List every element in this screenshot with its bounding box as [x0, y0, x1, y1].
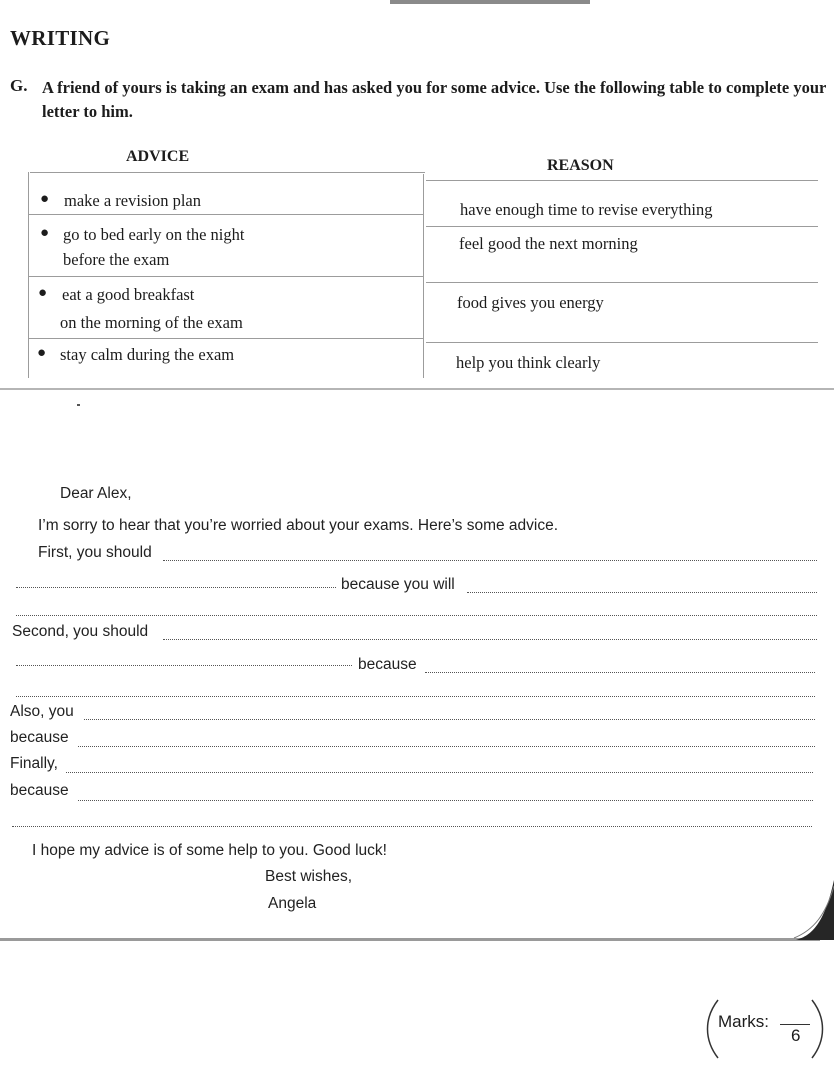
table-line	[28, 214, 424, 215]
fourth-reason-blank[interactable]	[78, 800, 813, 801]
second-because-label: because	[358, 656, 417, 673]
question-letter: G.	[10, 76, 28, 95]
advice-cell: go to bed early on the night	[63, 225, 245, 244]
bullet-icon: ●	[37, 345, 47, 361]
table-line	[28, 276, 424, 277]
advice-cell: before the exam	[63, 250, 170, 269]
table-line	[426, 226, 818, 227]
letter-greeting: Dear Alex,	[60, 485, 132, 502]
section-title: WRITING	[10, 26, 111, 50]
letter-closing: I hope my advice is of some help to you. Good luck!	[32, 842, 387, 859]
table-line	[426, 180, 818, 181]
letter-signoff: Best wishes,	[265, 868, 353, 885]
table-line	[30, 172, 425, 173]
second-reason-blank[interactable]	[425, 672, 815, 673]
question-instructions: A friend of yours is taking an exam and has asked you for some advice. Use the following table to complete your letter to him.	[42, 78, 827, 121]
letter-signature: Angela	[268, 895, 317, 912]
because-you-will-label: because you will	[341, 576, 455, 593]
reason-cell: help you think clearly	[456, 353, 601, 372]
bullet-icon: ●	[40, 191, 50, 207]
fourth-reason-cont-blank[interactable]	[12, 826, 812, 827]
fourth-advice-blank[interactable]	[66, 772, 813, 773]
third-advice-blank[interactable]	[84, 719, 815, 720]
advice-cell: eat a good breakfast	[62, 285, 195, 304]
reason-cell: have enough time to revise everything	[460, 200, 713, 219]
finally-label: Finally,	[10, 755, 58, 772]
page-edge	[390, 0, 590, 4]
first-reason-cont-blank[interactable]	[16, 615, 817, 616]
reason-cell: feel good the next morning	[459, 234, 638, 253]
fourth-because-label: because	[10, 782, 69, 799]
third-because-label: because	[10, 729, 69, 746]
reason-cell: food gives you energy	[457, 293, 604, 312]
table-line	[426, 342, 818, 343]
table-line	[426, 282, 818, 283]
advice-cell: on the morning of the exam	[60, 313, 243, 332]
table-line	[423, 174, 424, 378]
page-curl-icon	[790, 880, 834, 940]
third-reason-blank[interactable]	[78, 746, 815, 747]
second-label: Second, you should	[12, 623, 149, 640]
advice-cell: make a revision plan	[64, 191, 201, 210]
first-label: First, you should	[38, 544, 152, 561]
first-advice-blank[interactable]	[163, 560, 817, 561]
table-line	[28, 172, 29, 378]
first-advice-cont-blank[interactable]	[16, 587, 336, 588]
stray-mark	[77, 404, 80, 406]
bullet-icon: ●	[40, 225, 50, 241]
also-label: Also, you	[10, 703, 74, 720]
second-advice-blank[interactable]	[163, 639, 817, 640]
advice-header: ADVICE	[126, 148, 190, 165]
marks-label: Marks:	[718, 1012, 769, 1031]
second-advice-cont-blank[interactable]	[16, 665, 352, 666]
letter-border	[0, 938, 820, 941]
bullet-icon: ●	[38, 285, 48, 301]
marks-total: 6	[791, 1026, 801, 1045]
letter-intro: I’m sorry to hear that you’re worried about your exams. Here’s some advice.	[38, 517, 559, 534]
advice-cell: stay calm during the exam	[60, 345, 235, 364]
table-line	[28, 338, 424, 339]
marks-score-blank[interactable]	[780, 1024, 810, 1025]
first-reason-blank[interactable]	[467, 592, 817, 593]
section-divider	[0, 388, 834, 390]
reason-header: REASON	[547, 157, 614, 174]
second-reason-cont-blank[interactable]	[16, 696, 815, 697]
